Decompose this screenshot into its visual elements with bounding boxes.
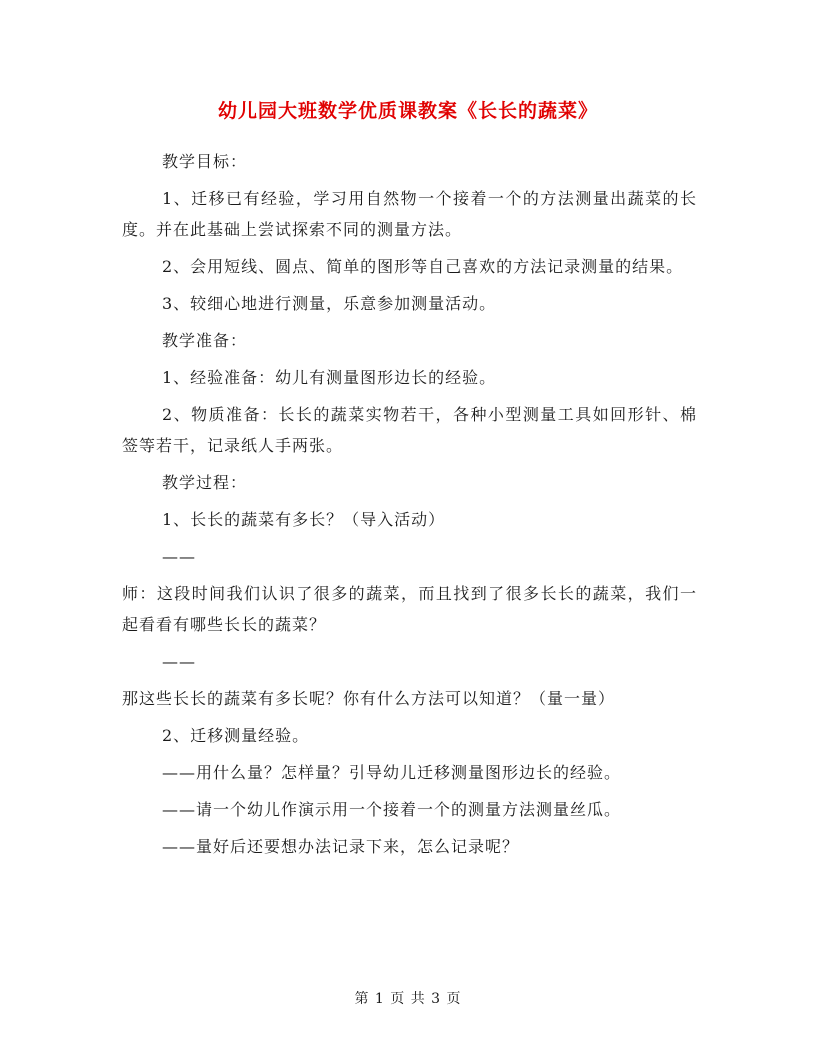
paragraph: 教学准备： (162, 331, 248, 350)
paragraph: ——请一个幼儿作演示用一个接着一个的测量方法测量丝瓜。 (162, 800, 622, 819)
paragraph: 1、经验准备：幼儿有测量图形边长的经验。 (162, 368, 497, 387)
paragraph: 1、迁移已有经验，学习用自然物一个接着一个的方法测量出蔬菜的长度。并在此基础上尝试探索不同的测量方法。 (122, 189, 697, 239)
paragraph: 3、较细心地进行测量，乐意参加测量活动。 (162, 294, 497, 313)
paragraph: 师：这段时间我们认识了很多的蔬菜，而且找到了很多长长的蔬菜，我们一起看看有哪些长长的蔬菜？ (122, 584, 697, 634)
paragraph: 2、迁移测量经验。 (162, 726, 310, 745)
paragraph: 教学过程： (162, 473, 248, 492)
paragraph: —— (162, 652, 196, 671)
document-body (122, 146, 697, 868)
paragraph: 教学目标： (162, 152, 248, 171)
paragraph: 那这些长长的蔬菜有多长呢？你有什么方法可以知道？（量一量） (122, 689, 616, 708)
document-title: 幼儿园大班数学优质课教案《长长的蔬菜》 (217, 100, 598, 122)
paragraph: —— (162, 547, 196, 566)
paragraph: ——量好后还要想办法记录下来，怎么记录呢？ (162, 837, 520, 856)
paragraph: ——用什么量？怎样量？引导幼儿迁移测量图形边长的经验。 (162, 763, 622, 782)
paragraph: 2、会用短线、圆点、简单的图形等自己喜欢的方法记录测量的结果。 (162, 257, 684, 276)
paragraph: 1、长长的蔬菜有多长？（导入活动） (162, 510, 446, 529)
paragraph: 2、物质准备：长长的蔬菜实物若干，各种小型测量工具如回形针、棉签等若干，记录纸人手两张。 (122, 405, 697, 455)
page-footer: 第 1 页 共 3 页 (354, 991, 462, 1007)
